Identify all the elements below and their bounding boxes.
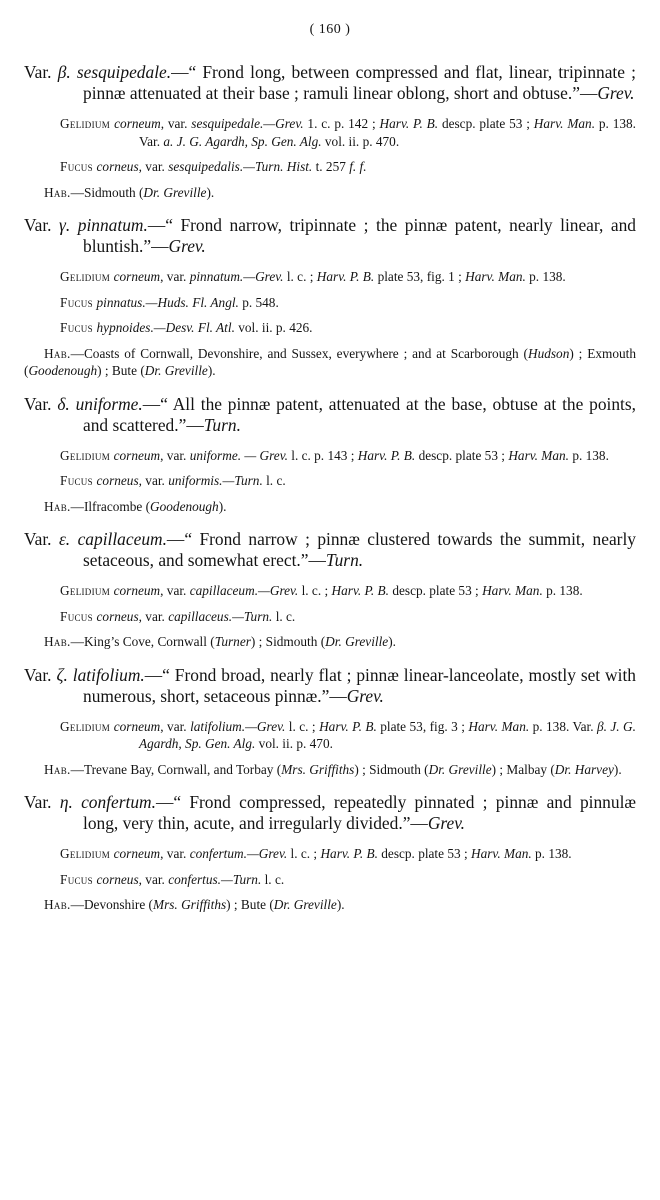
habitat-collector: Mrs. Griffiths	[153, 897, 227, 912]
synonym-ref-detail: p. 138. Var.	[532, 718, 597, 734]
synonym-species: corneum	[113, 846, 161, 861]
habitat-text: ) ; Bute (	[97, 363, 145, 378]
variety-heading	[0, 665, 660, 707]
habitat-label: Hab.	[44, 345, 71, 361]
synonym	[0, 718, 660, 753]
synonym-refs: l. c. p. 143 ;	[291, 447, 358, 463]
synonym-genus: Gelidium	[60, 269, 114, 284]
synonym-genus: Gelidium	[60, 846, 114, 861]
page-body	[0, 62, 660, 928]
variety-label: Var.	[24, 664, 57, 685]
variety-description: —“ Frond narrow ; pinnæ clustered towards the summit, nearly setaceous, and somewhat erect.”—	[83, 529, 636, 570]
synonym-genus: Fucus	[60, 159, 97, 174]
habitat-text: —Trevane Bay, Cornwall, and Torbay (	[70, 761, 282, 777]
variety-name: sesquipedale.	[76, 62, 172, 82]
habitat	[0, 184, 660, 202]
variety-authority: Turn.	[203, 414, 241, 435]
variety-name: capillaceum.	[77, 529, 167, 549]
synonym-refs: l. c. ;	[286, 269, 317, 284]
habitat-collector: Dr. Greville	[325, 634, 389, 649]
synonym-var-name: pinnatum.—Grev.	[189, 269, 287, 284]
synonym-refs: l. c. ;	[301, 583, 332, 598]
synonym-species: hypnoides.—Desv. Fl. Atl.	[96, 320, 235, 335]
variety-name: confertum.	[81, 792, 156, 812]
habitat-label: Hab.	[44, 761, 71, 777]
synonym-ref-work: Harv. P. B.	[331, 583, 393, 598]
synonym-var-name: sesquipedale.—Grev.	[191, 116, 308, 131]
synonym-var: , var.	[160, 269, 190, 284]
variety-authority: Grev.	[346, 685, 384, 706]
variety-label: Var.	[24, 792, 60, 812]
synonym	[0, 582, 660, 600]
synonym	[0, 845, 660, 863]
variety-entry	[0, 394, 660, 516]
variety-letter: δ.	[57, 393, 76, 414]
variety-letter: γ.	[59, 215, 78, 235]
variety-description: —“ Frond compressed, repeatedly pinnated ; pinnæ and pinnulæ long, very thin, acute, and irregularly divided.”—	[83, 792, 636, 833]
synonym-var-name: confertus.—Turn.	[168, 871, 265, 887]
synonym-var: , var.	[138, 608, 169, 624]
synonym-ref-detail: plate 53, fig. 1 ;	[377, 269, 466, 284]
synonym-ref-detail: vol. ii. p. 470.	[258, 736, 333, 751]
habitat-text: ).	[206, 184, 215, 200]
variety-letter: ε.	[58, 529, 78, 549]
variety-entry	[0, 529, 660, 651]
synonym-species: corneum	[113, 269, 161, 284]
synonym-genus: Gelidium	[60, 583, 114, 598]
page-number: ( 160 )	[309, 22, 351, 37]
variety-entry	[0, 665, 660, 779]
habitat-text: ).	[388, 634, 396, 649]
synonym-species: corneum	[114, 116, 161, 131]
habitat-collector: Dr. Greville	[143, 184, 207, 200]
variety-heading	[0, 529, 660, 571]
synonym-ref-detail: vol. ii. p. 470.	[324, 133, 400, 149]
synonym-ref-work: Harv. P. B.	[357, 447, 419, 463]
variety-label: Var.	[24, 529, 59, 549]
synonym-ref-detail: p. 138. Var.	[139, 116, 636, 149]
synonym-ref-work: Harv. Man.	[533, 116, 599, 131]
synonym-var: , var.	[160, 116, 192, 131]
synonym-var-name: sesquipedalis.—Turn. Hist.	[168, 159, 316, 174]
synonym-ref-work: Harv. Man.	[471, 846, 536, 861]
habitat	[0, 345, 660, 380]
synonym-genus: Fucus	[60, 320, 97, 335]
habitat-text: ).	[207, 363, 216, 378]
synonym-ref-work: β. J. G. Agardh, Sp. Gen. Alg.	[139, 718, 636, 751]
habitat	[0, 761, 660, 779]
synonym	[0, 294, 660, 312]
habitat	[0, 896, 660, 914]
synonym-ref-work: Harv. Man.	[508, 447, 573, 463]
variety-label: Var.	[24, 215, 60, 235]
variety-label: Var.	[24, 393, 58, 414]
synonym-species: corneus	[96, 159, 139, 174]
habitat-label: Hab.	[44, 184, 71, 200]
habitat-label: Hab.	[44, 634, 71, 649]
synonym-refs: l. c. ;	[288, 718, 320, 734]
habitat-label: Hab.	[44, 897, 71, 912]
variety-entry	[0, 62, 660, 201]
synonym-genus: Fucus	[60, 294, 97, 310]
synonym-ref-work: Harv. Man.	[468, 718, 533, 734]
synonym-var: , var.	[160, 583, 190, 598]
synonym-ref-detail: descp. plate 53 ;	[392, 583, 483, 598]
habitat-collector: Hudson	[527, 345, 570, 361]
habitat-collector: Goodenough	[28, 363, 98, 378]
variety-letter: η.	[59, 792, 82, 812]
habitat	[0, 498, 660, 516]
habitat-text: ).	[336, 897, 345, 912]
synonym-ref-detail: p. 138.	[529, 269, 566, 284]
synonym-refs: l. c.	[275, 608, 296, 624]
variety-heading	[0, 792, 660, 834]
synonym-refs: l. c.	[266, 473, 286, 488]
habitat-text: —King’s Cove, Cornwall (	[70, 634, 215, 649]
synonym	[0, 158, 660, 176]
synonym-genus: Fucus	[60, 608, 97, 624]
variety-description: —“ All the pinnæ patent, attenuated at the base, obtuse at the points, and scattered.”—	[83, 393, 636, 435]
habitat-collector: Dr. Greville	[428, 761, 492, 777]
synonym-ref-work: Harv. P. B.	[320, 846, 382, 861]
synonym	[0, 608, 660, 626]
synonym-refs: 1. c. p. 142 ;	[307, 116, 380, 131]
synonym-var: , var.	[160, 718, 191, 734]
synonym-ref-detail: descp. plate 53 ;	[441, 116, 534, 131]
synonym-genus: Gelidium	[60, 718, 114, 734]
synonym-var-name: uniforme. — Grev.	[189, 447, 292, 463]
synonym-ref-work: Harv. P. B.	[316, 269, 378, 284]
variety-name: pinnatum.	[77, 215, 148, 235]
synonym-refs: t. 257	[315, 159, 350, 174]
synonym-var-name: confertum.—Grev.	[189, 846, 291, 861]
habitat-text: —Devonshire (	[70, 897, 153, 912]
variety-entry	[0, 215, 660, 380]
synonym-genus: Gelidium	[60, 116, 115, 131]
synonym	[0, 268, 660, 286]
synonym-ref-detail: descp. plate 53 ;	[381, 846, 471, 861]
synonym-var: , var.	[160, 447, 190, 463]
synonym-species: corneum	[113, 447, 161, 463]
synonym-refs: l. c. ;	[290, 846, 321, 861]
synonym-ref-detail: p. 138.	[535, 846, 572, 861]
habitat-collector: Goodenough	[150, 498, 219, 514]
synonym-var: , var.	[138, 473, 169, 488]
synonym-ref-work: Harv. Man.	[465, 269, 530, 284]
variety-description: —“ Frond narrow, tripinnate ; the pinnæ patent, nearly linear, and bluntish.”—	[83, 215, 636, 256]
habitat-text: ).	[613, 761, 622, 777]
synonym-genus: Gelidium	[60, 447, 114, 463]
habitat	[0, 633, 660, 651]
habitat-text: ).	[218, 498, 227, 514]
habitat-label: Hab.	[44, 498, 71, 514]
variety-authority: Grev.	[597, 83, 635, 103]
synonym-ref-work: Harv. P. B.	[379, 116, 442, 131]
synonym-ref-work: a. J. G. Agardh, Sp. Gen. Alg.	[163, 133, 325, 149]
synonym-var-name: latifolium.—Grev.	[190, 718, 289, 734]
variety-letter: ζ.	[56, 664, 73, 685]
synonym-ref-detail: p. 138.	[546, 583, 583, 598]
synonym-species: corneus	[96, 473, 139, 488]
synonym	[0, 447, 660, 465]
synonym-refs: l. c.	[264, 871, 285, 887]
synonym-genus: Fucus	[60, 871, 97, 887]
habitat-text: —Ilfracombe (	[70, 498, 151, 514]
synonym	[0, 871, 660, 889]
habitat-text: ) ; Malbay (	[491, 761, 555, 777]
habitat-text: ) ; Bute (	[226, 897, 274, 912]
variety-name: uniforme.	[75, 393, 143, 414]
synonym-ref-work: f. f.	[349, 159, 367, 174]
synonym	[0, 319, 660, 337]
synonym-ref-work: Harv. P. B.	[319, 718, 381, 734]
variety-heading	[0, 394, 660, 436]
habitat-collector: Turner	[214, 634, 251, 649]
habitat-collector: Dr. Greville	[273, 897, 337, 912]
synonym-species: corneum	[113, 583, 161, 598]
synonym-var: , var.	[138, 871, 169, 887]
synonym-refs: p. 548.	[242, 294, 279, 310]
variety-name: latifolium.	[72, 664, 145, 685]
synonym-genus: Fucus	[60, 473, 97, 488]
habitat-collector: Mrs. Griffiths	[281, 761, 355, 777]
synonym-species: pinnatus.—Huds. Fl. Angl.	[96, 294, 239, 310]
variety-label: Var.	[24, 62, 58, 82]
synonym-species: corneus	[96, 871, 139, 887]
habitat-collector: Dr. Greville	[144, 363, 208, 378]
synonym-ref-detail: plate 53, fig. 3 ;	[380, 718, 469, 734]
variety-heading	[0, 215, 660, 257]
synonym-ref-detail: p. 138.	[572, 447, 609, 463]
synonym-ref-detail: descp. plate 53 ;	[418, 447, 509, 463]
synonym-species: corneus	[96, 608, 139, 624]
variety-description: —“ Frond broad, nearly flat ; pinnæ linear-lanceolate, mostly set with numerous, short, setaceous pinnæ.”—	[83, 664, 636, 706]
habitat-text: ) ; Sidmouth (	[250, 634, 326, 649]
synonym-refs: vol. ii. p. 426.	[238, 320, 313, 335]
variety-authority: Grev.	[427, 813, 465, 833]
habitat-text: ) ; Exmouth (	[24, 345, 636, 378]
variety-letter: β.	[57, 62, 77, 82]
variety-description: —“ Frond long, between compressed and flat, linear, tripinnate ; pinnæ attenuated at their base ; ramuli linear oblong, short and obtuse.”—	[83, 62, 636, 103]
variety-heading	[0, 62, 660, 104]
habitat-text: —Coasts of Cornwall, Devonshire, and Sussex, everywhere ; and at Scarborough (	[70, 345, 528, 361]
habitat-text: ) ; Sidmouth (	[354, 761, 429, 777]
synonym	[0, 115, 660, 150]
synonym-var: , var.	[138, 159, 169, 174]
synonym-var-name: capillaceus.—Turn.	[168, 608, 276, 624]
synonym-var: , var.	[160, 846, 190, 861]
synonym-species: corneum	[113, 718, 161, 734]
synonym-var-name: capillaceum.—Grev.	[189, 583, 302, 598]
synonym-ref-work: Harv. Man.	[482, 583, 547, 598]
habitat-text: —Sidmouth (	[70, 184, 144, 200]
variety-authority: Turn.	[325, 550, 364, 570]
variety-entry	[0, 792, 660, 914]
synonym-var-name: uniformis.—Turn.	[168, 473, 267, 488]
synonym	[0, 472, 660, 490]
variety-authority: Grev.	[168, 236, 206, 256]
habitat-collector: Dr. Harvey	[554, 761, 614, 777]
